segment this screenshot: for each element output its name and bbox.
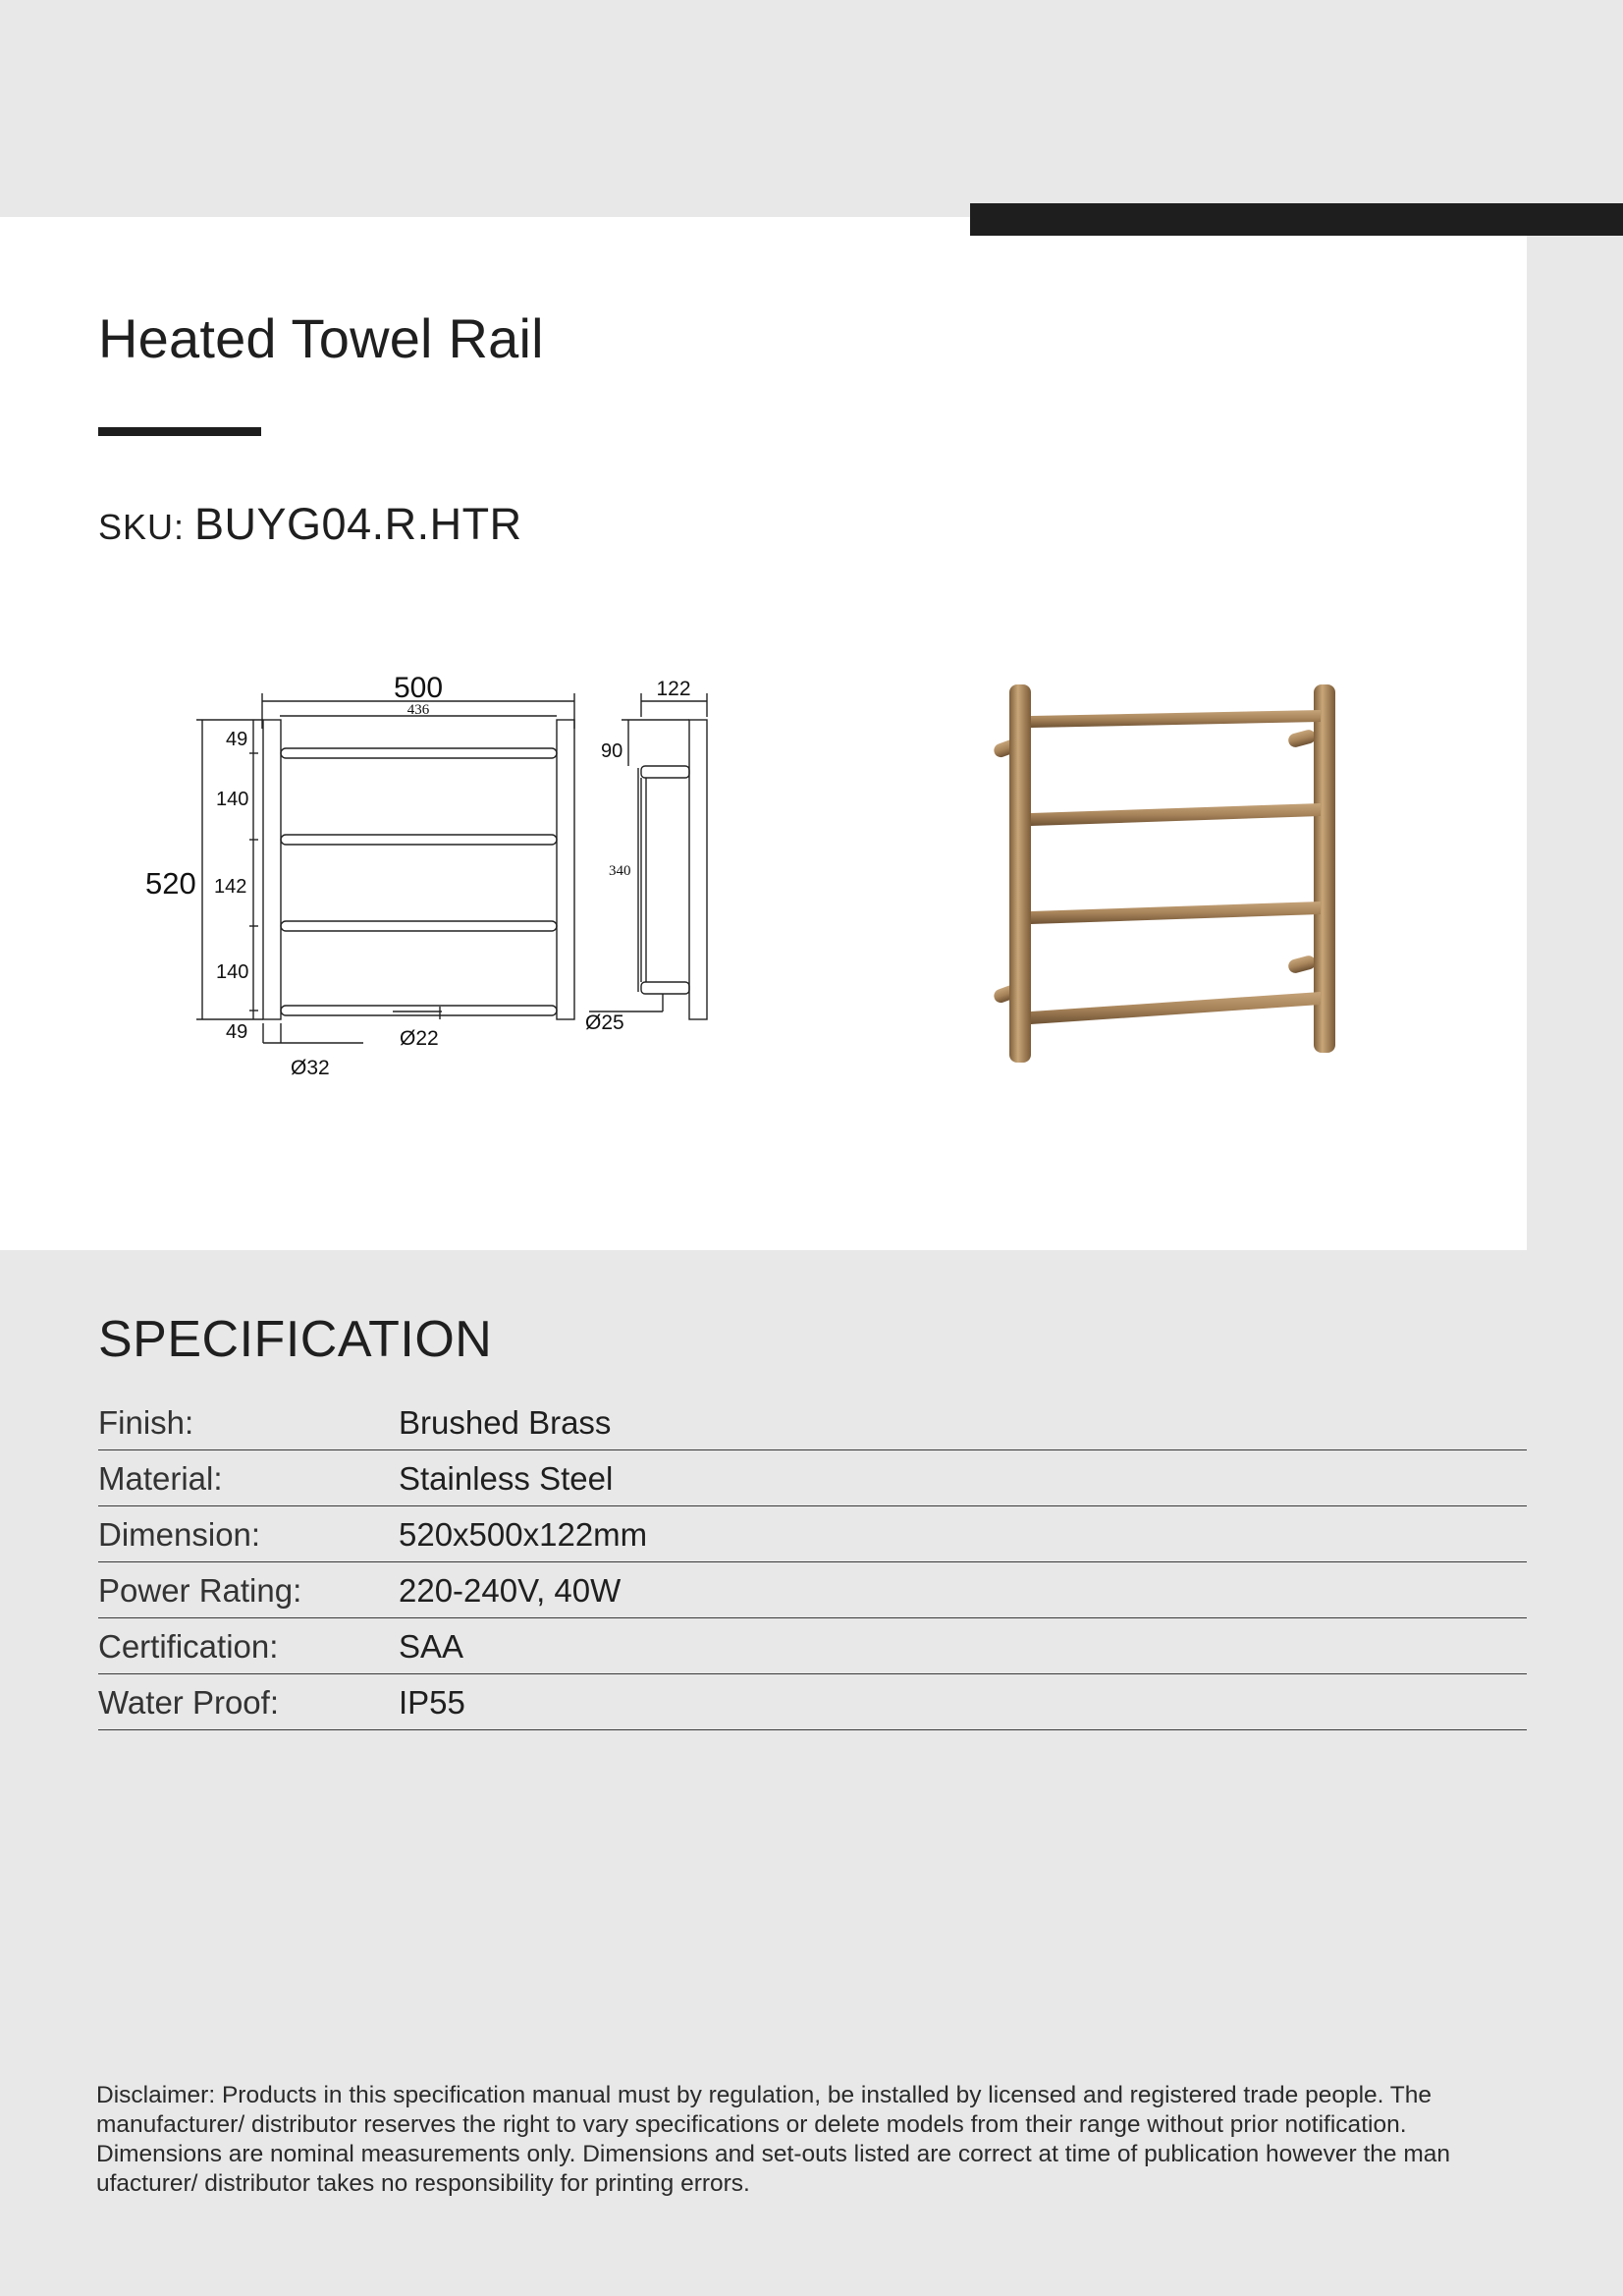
spacing-top-label: 49 <box>226 729 248 750</box>
inner-width-label: 436 <box>406 702 430 718</box>
spec-row-finish <box>98 1394 1527 1450</box>
spec-value: 520x500x122mm <box>399 1516 648 1553</box>
sku-label: SKU: <box>98 507 186 547</box>
specification-heading: SPECIFICATION <box>98 1311 493 1368</box>
title-underline <box>98 427 261 436</box>
spec-label: Dimension: <box>98 1516 261 1553</box>
spec-value: SAA <box>399 1628 464 1665</box>
spec-label: Power Rating: <box>98 1572 302 1609</box>
wall-offset-label: 90 <box>601 740 623 762</box>
spec-value: 220-240V, 40W <box>399 1572 622 1609</box>
spec-row-dimension <box>98 1506 1527 1562</box>
product-photo <box>982 673 1375 1085</box>
bracket-diameter-label: Ø25 <box>585 1011 624 1034</box>
sku-value: BUYG04.R.HTR <box>194 499 522 549</box>
dimension-drawing <box>128 658 736 1090</box>
spec-label: Certification: <box>98 1628 279 1665</box>
spec-row-water-proof <box>98 1674 1527 1730</box>
spacing-2-label: 142 <box>214 876 247 898</box>
disclaimer-text: Disclaimer: Products in this specification manual must by regulation, be installed by licensed and registered trade people. The manufacturer/ distributor reserves the right to vary specifications or delete models from their range without prior notification. Dimensions are nominal measurements only. Dimensions and set-outs listed are correct at time of publication however the man ufacturer/ distributor takes no responsibility for printing errors. <box>96 2082 1450 2197</box>
bar-diameter-label: Ø22 <box>400 1027 439 1050</box>
spacing-3-label: 140 <box>216 961 249 983</box>
header-accent-bar <box>970 203 1623 236</box>
overall-width-label: 500 <box>393 672 444 704</box>
spec-row-power-rating <box>98 1562 1527 1618</box>
spacing-bottom-label: 49 <box>226 1021 248 1043</box>
specification-table <box>98 1394 1527 1730</box>
post-diameter-label: Ø32 <box>291 1057 330 1079</box>
spec-row-material <box>98 1450 1527 1506</box>
spacing-1-label: 140 <box>216 789 249 810</box>
page-title: Heated Towel Rail <box>98 307 544 369</box>
overall-height-label: 520 <box>145 866 196 901</box>
spec-label: Finish: <box>98 1404 194 1441</box>
sku-line <box>98 499 522 550</box>
spec-value: Stainless Steel <box>399 1460 614 1497</box>
spec-value: IP55 <box>399 1684 465 1721</box>
spec-row-certification <box>98 1618 1527 1674</box>
spec-value: Brushed Brass <box>399 1404 612 1441</box>
spec-label: Material: <box>98 1460 223 1497</box>
mount-span-label: 340 <box>609 863 631 879</box>
spec-label: Water Proof: <box>98 1684 279 1721</box>
depth-label: 122 <box>656 678 691 700</box>
